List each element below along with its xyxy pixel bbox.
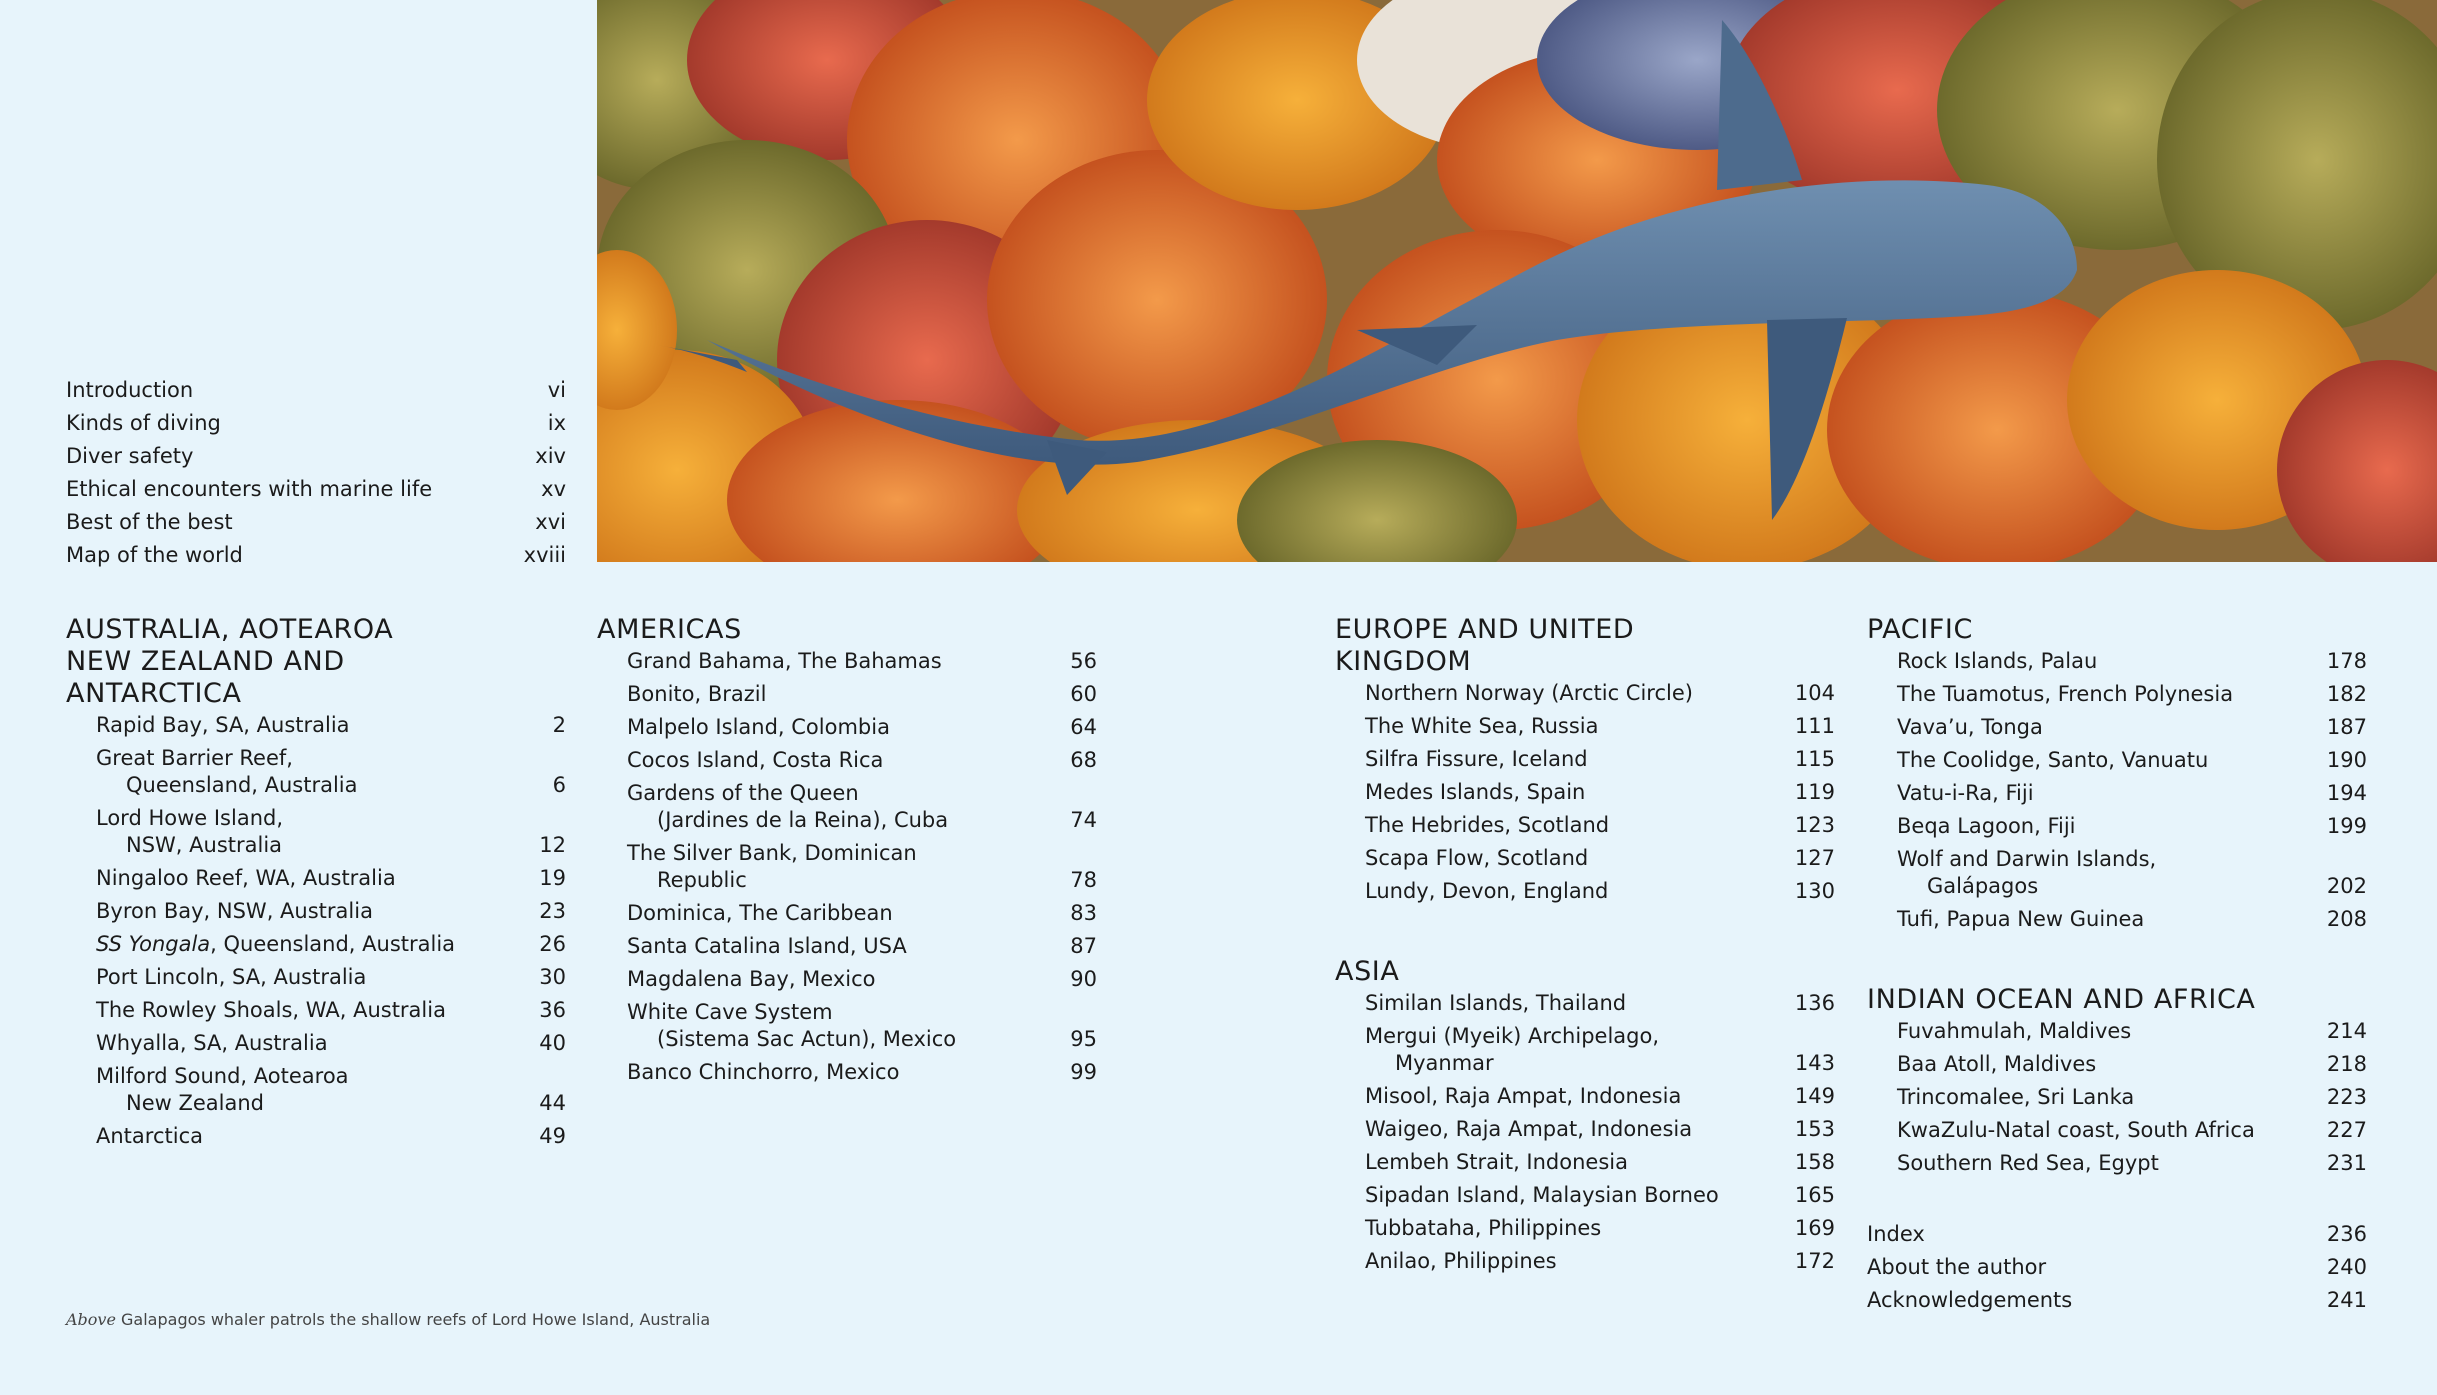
toc-entry[interactable] [1365,779,1835,806]
section-heading: INDIAN OCEAN AND AFRICA [1867,984,2256,1015]
section-americas [597,614,1097,1092]
toc-title: Map of the world [66,543,243,567]
entry-page: 60 [1070,682,1097,706]
section-heading: ASIA [1335,956,1400,987]
toc-title: Ethical encounters with marine life [66,477,433,501]
entry-line: Similan Islands, Thailand [1365,991,1627,1015]
toc-entry[interactable] [1897,1084,2367,1111]
entry-line: Beqa Lagoon, Fiji [1897,814,2076,838]
entry-line: Northern Norway (Arctic Circle) [1365,681,1693,705]
entry-page: 158 [1794,1150,1835,1174]
toc-entry[interactable] [96,745,566,799]
heading-line: NEW ZEALAND AND [66,646,345,677]
entry-page: 153 [1794,1117,1835,1141]
entry-line: Magdalena Bay, Mexico [627,967,876,991]
toc-row[interactable] [66,473,566,506]
heading-line: EUROPE AND UNITED [1335,614,1635,645]
entry-name [1365,812,1609,839]
entry-line: Great Barrier Reef, [96,746,293,770]
section-heading: PACIFIC [1867,614,1973,645]
toc-entry[interactable] [1365,1116,1835,1143]
toc-entry[interactable] [1365,878,1835,905]
entry-page: 2 [552,713,566,737]
heading-line: AUSTRALIA, AOTEAROA [66,614,394,645]
entry-page: 165 [1794,1183,1835,1207]
entry-line: The White Sea, Russia [1365,714,1599,738]
entry-line: White Cave System [627,1000,833,1024]
toc-entry[interactable] [1365,1248,1835,1275]
toc-page: ix [547,411,566,435]
entry-line: Milford Sound, Aotearoa [96,1064,349,1088]
toc-row[interactable] [1867,1218,2367,1251]
toc-entry[interactable] [1365,1149,1835,1176]
toc-entry[interactable] [1897,681,2367,708]
entry-line: Trincomalee, Sri Lanka [1897,1085,2135,1109]
entry-line: Vatu-i-Ra, Fiji [1897,781,2034,805]
entry-line: Lundy, Devon, England [1365,879,1609,903]
entry-name [1897,681,2233,708]
toc-entry[interactable] [96,997,566,1024]
entry-name [1365,990,1626,1017]
entry-page: 111 [1794,714,1835,738]
entry-page: 74 [1070,808,1097,832]
entry-line: Banco Chinchorro, Mexico [627,1060,900,1084]
entry-page: 78 [1070,868,1097,892]
entry-name [627,966,876,993]
photo-caption [66,1310,710,1329]
entry-name [96,712,350,739]
entry-page: 6 [552,773,566,797]
entry-name [1365,1215,1601,1242]
toc-entry[interactable] [96,1063,566,1117]
toc-row[interactable] [66,407,566,440]
entry-page: 178 [2326,649,2367,673]
toc-entry[interactable] [1897,1150,2367,1177]
toc-entry[interactable] [627,900,1097,927]
toc-entry[interactable] [627,780,1097,834]
entry-page: 99 [1070,1060,1097,1084]
toc-entry[interactable] [627,681,1097,708]
entry-name [1897,780,2034,807]
entry-page: 194 [2326,781,2367,805]
toc-page: vi [547,378,566,402]
toc-entry[interactable] [1365,1023,1835,1077]
entry-line: Santa Catalina Island, USA [627,934,907,958]
entry-name [1365,1182,1719,1209]
entry-page: 68 [1070,748,1097,772]
entry-name [627,780,948,834]
entry-line: Grand Bahama, The Bahamas [627,649,942,673]
toc-title: Acknowledgements [1867,1288,2073,1312]
entry-page: 104 [1794,681,1835,705]
entry-page: 182 [2326,682,2367,706]
toc-page: 240 [2326,1255,2367,1279]
entry-name [1365,1083,1681,1110]
entry-name [96,898,373,925]
section-indian-ocean [1867,984,2367,1183]
entry-page: 172 [1794,1249,1835,1273]
section-heading [66,614,566,710]
entry-page: 115 [1794,747,1835,771]
toc-entry[interactable] [1365,680,1835,707]
entry-name [627,648,942,675]
entry-name [627,840,917,894]
entry-name [1365,878,1608,905]
entry-name [1897,1051,2096,1078]
entry-line: KwaZulu-Natal coast, South Africa [1897,1118,2255,1142]
toc-entry[interactable] [96,931,566,958]
front-matter-list [66,374,566,572]
entry-name [1897,1150,2159,1177]
toc-title: Kinds of diving [66,411,221,435]
toc-page: 236 [2326,1222,2367,1246]
toc-entry[interactable] [1897,1117,2367,1144]
toc-entry[interactable] [1365,812,1835,839]
entry-line: Myanmar [1395,1051,1494,1075]
entry-name [1365,779,1585,806]
entry-page: 149 [1794,1084,1835,1108]
toc-entry[interactable] [627,648,1097,675]
entry-line: New Zealand [126,1091,264,1115]
entry-name [1365,1149,1628,1176]
entry-name [627,933,907,960]
entry-name [1897,714,2043,741]
toc-entry[interactable] [627,933,1097,960]
entry-line: Byron Bay, NSW, Australia [96,899,373,923]
entry-page: 119 [1794,780,1835,804]
shark-reef-photo [597,0,2437,562]
entry-page: 56 [1070,649,1097,673]
toc-entry[interactable] [1365,1215,1835,1242]
entry-name [96,964,366,991]
section-asia [1335,956,1835,1281]
entry-line: Galápagos [1927,874,2039,898]
toc-entry[interactable] [627,840,1097,894]
entry-page: 214 [2326,1019,2367,1043]
entry-name [627,681,766,708]
entry-name [627,747,883,774]
entry-line: Queensland, Australia [126,773,358,797]
entry-page: 87 [1070,934,1097,958]
toc-entry[interactable] [627,747,1097,774]
entry-line: The Coolidge, Santo, Vanuatu [1897,748,2209,772]
section-heading: AMERICAS [597,614,742,645]
entry-page: 123 [1794,813,1835,837]
entry-line: Waigeo, Raja Ampat, Indonesia [1365,1117,1693,1141]
toc-title: Introduction [66,378,194,402]
shark-reef-illustration [597,0,2437,562]
entry-line: Bonito, Brazil [627,682,767,706]
entry-page: 143 [1794,1051,1835,1075]
entry-line: Lembeh Strait, Indonesia [1365,1150,1628,1174]
entry-ship-name: SS Yongala [96,932,211,956]
toc-page: xiv [535,444,566,468]
entry-name [96,805,283,859]
toc-row[interactable] [66,506,566,539]
toc-row[interactable] [66,539,566,572]
entry-line: Baa Atoll, Maldives [1897,1052,2097,1076]
entry-name [1897,1084,2134,1111]
toc-entry[interactable] [1897,747,2367,774]
entry-name [1897,1018,2131,1045]
toc-entry[interactable] [1365,845,1835,872]
entry-line: The Hebrides, Scotland [1365,813,1610,837]
toc-entry[interactable] [96,964,566,991]
entry-page: 83 [1070,901,1097,925]
entry-line: Cocos Island, Costa Rica [627,748,884,772]
toc-entry[interactable] [96,712,566,739]
entry-line: Tubbataha, Philippines [1365,1216,1602,1240]
toc-entry[interactable] [627,1059,1097,1086]
heading-line: ANTARCTICA [66,678,242,709]
toc-entry[interactable] [96,1030,566,1057]
entry-line: Republic [657,868,747,892]
entry-name [96,997,446,1024]
back-matter-list [1867,1218,2367,1317]
entry-line: Rock Islands, Palau [1897,649,2098,673]
entry-page: 36 [539,998,566,1022]
entry-name [1365,1116,1692,1143]
caption-lead: Above [66,1310,116,1329]
entry-name [96,931,455,958]
toc-entry[interactable] [1897,1051,2367,1078]
entry-name [1365,746,1588,773]
toc-title: About the author [1867,1255,2047,1279]
toc-row[interactable] [66,374,566,407]
entry-name [1365,680,1693,707]
toc-entry[interactable] [1897,714,2367,741]
entry-page: 202 [2326,874,2367,898]
entry-page: 23 [539,899,566,923]
entry-name [627,1059,899,1086]
section-europe [1335,614,1835,911]
toc-page: xv [541,477,566,501]
entry-page: 30 [539,965,566,989]
entry-name [96,865,396,892]
entry-name [1897,813,2076,840]
toc-entry[interactable] [96,898,566,925]
toc-entry[interactable] [1365,1083,1835,1110]
section-heading [1335,614,1835,678]
entry-line: Gardens of the Queen [627,781,859,805]
toc-row[interactable] [1867,1251,2367,1284]
entry-line: Ningaloo Reef, WA, Australia [96,866,396,890]
entry-page: 231 [2326,1151,2367,1175]
entry-name [96,1030,328,1057]
entry-line: Antarctica [96,1124,203,1148]
toc-entry[interactable] [627,966,1097,993]
entry-line: Wolf and Darwin Islands, [1897,847,2157,871]
toc-entry[interactable] [1897,1018,2367,1045]
entry-line: Dominica, The Caribbean [627,901,893,925]
toc-entry[interactable] [1897,813,2367,840]
entry-page: 190 [2326,748,2367,772]
toc-entry[interactable] [96,865,566,892]
entry-line: Southern Red Sea, Egypt [1897,1151,2159,1175]
entry-line: Medes Islands, Spain [1365,780,1586,804]
toc-title: Diver safety [66,444,194,468]
entry-line: NSW, Australia [126,833,283,857]
entry-page: 127 [1794,846,1835,870]
entry-name [1897,906,2144,933]
toc-page: 241 [2326,1288,2367,1312]
entry-page: 44 [539,1091,566,1115]
entry-name [627,900,893,927]
toc-entry[interactable] [627,714,1097,741]
toc-entry[interactable] [1365,746,1835,773]
toc-row[interactable] [66,440,566,473]
entry-line: Malpelo Island, Colombia [627,715,890,739]
entry-line: Tufi, Papua New Guinea [1897,907,2145,931]
entry-line: Lord Howe Island, [96,806,284,830]
entry-name [96,745,358,799]
entry-name [1365,1023,1659,1077]
entry-page: 95 [1070,1027,1097,1051]
toc-page: xviii [523,543,566,567]
toc-entry[interactable] [1897,906,2367,933]
entry-page: 227 [2326,1118,2367,1142]
entry-line: The Silver Bank, Dominican [627,841,917,865]
toc-entry[interactable] [1897,846,2367,900]
entry-page: 26 [539,932,566,956]
toc-entry[interactable] [1365,713,1835,740]
entry-line: Mergui (Myeik) Archipelago, [1365,1024,1660,1048]
entry-page: 199 [2326,814,2367,838]
entry-name [627,999,956,1053]
entry-page: 208 [2326,907,2367,931]
entry-name [1365,1248,1557,1275]
toc-page: xvi [535,510,566,534]
toc-row[interactable] [1867,1284,2367,1317]
entry-name [96,1063,349,1117]
toc-entry[interactable] [1897,780,2367,807]
entry-name [1897,747,2208,774]
entry-name [1365,713,1598,740]
entry-name [1897,846,2156,900]
entry-page: 12 [539,833,566,857]
entry-line: Whyalla, SA, Australia [96,1031,328,1055]
entry-line: Port Lincoln, SA, Australia [96,965,367,989]
entry-page: 40 [539,1031,566,1055]
entry-page: 19 [539,866,566,890]
entry-line: (Sistema Sac Actun), Mexico [657,1027,957,1051]
entry-page: 130 [1794,879,1835,903]
entry-line: , Queensland, Australia [210,932,456,956]
toc-entry[interactable] [1365,1182,1835,1209]
section-pacific [1867,614,2367,939]
entry-page: 64 [1070,715,1097,739]
entry-line: The Rowley Shoals, WA, Australia [96,998,446,1022]
entry-line: Vava’u, Tonga [1897,715,2043,739]
entry-page: 49 [539,1124,566,1148]
toc-title: Best of the best [66,510,233,534]
entry-page: 136 [1794,991,1835,1015]
entry-name [1365,845,1588,872]
entry-line: Sipadan Island, Malaysian Borneo [1365,1183,1719,1207]
toc-entry[interactable] [1365,990,1835,1017]
entry-line: Anilao, Philippines [1365,1249,1557,1273]
entry-page: 90 [1070,967,1097,991]
section-australia [66,614,566,1156]
entry-page: 169 [1794,1216,1835,1240]
entry-name [96,1123,203,1150]
toc-entry[interactable] [627,999,1097,1053]
toc-entry[interactable] [96,1123,566,1150]
entry-line: Misool, Raja Ampat, Indonesia [1365,1084,1682,1108]
entry-name [1897,1117,2255,1144]
entry-page: 187 [2326,715,2367,739]
entry-line: Scapa Flow, Scotland [1365,846,1589,870]
entry-line: Rapid Bay, SA, Australia [96,713,350,737]
toc-entry[interactable] [1897,648,2367,675]
toc-entry[interactable] [96,805,566,859]
entry-name [1897,648,2097,675]
entry-name [627,714,890,741]
caption-text: Galapagos whaler patrols the shallow reefs of Lord Howe Island, Australia [121,1310,711,1329]
entry-page: 223 [2326,1085,2367,1109]
toc-title: Index [1867,1222,1925,1246]
heading-line: KINGDOM [1335,646,1472,677]
entry-line: Silfra Fissure, Iceland [1365,747,1588,771]
entry-line: The Tuamotus, French Polynesia [1897,682,2234,706]
entry-line: (Jardines de la Reina), Cuba [657,808,949,832]
entry-page: 218 [2326,1052,2367,1076]
entry-line: Fuvahmulah, Maldives [1897,1019,2132,1043]
